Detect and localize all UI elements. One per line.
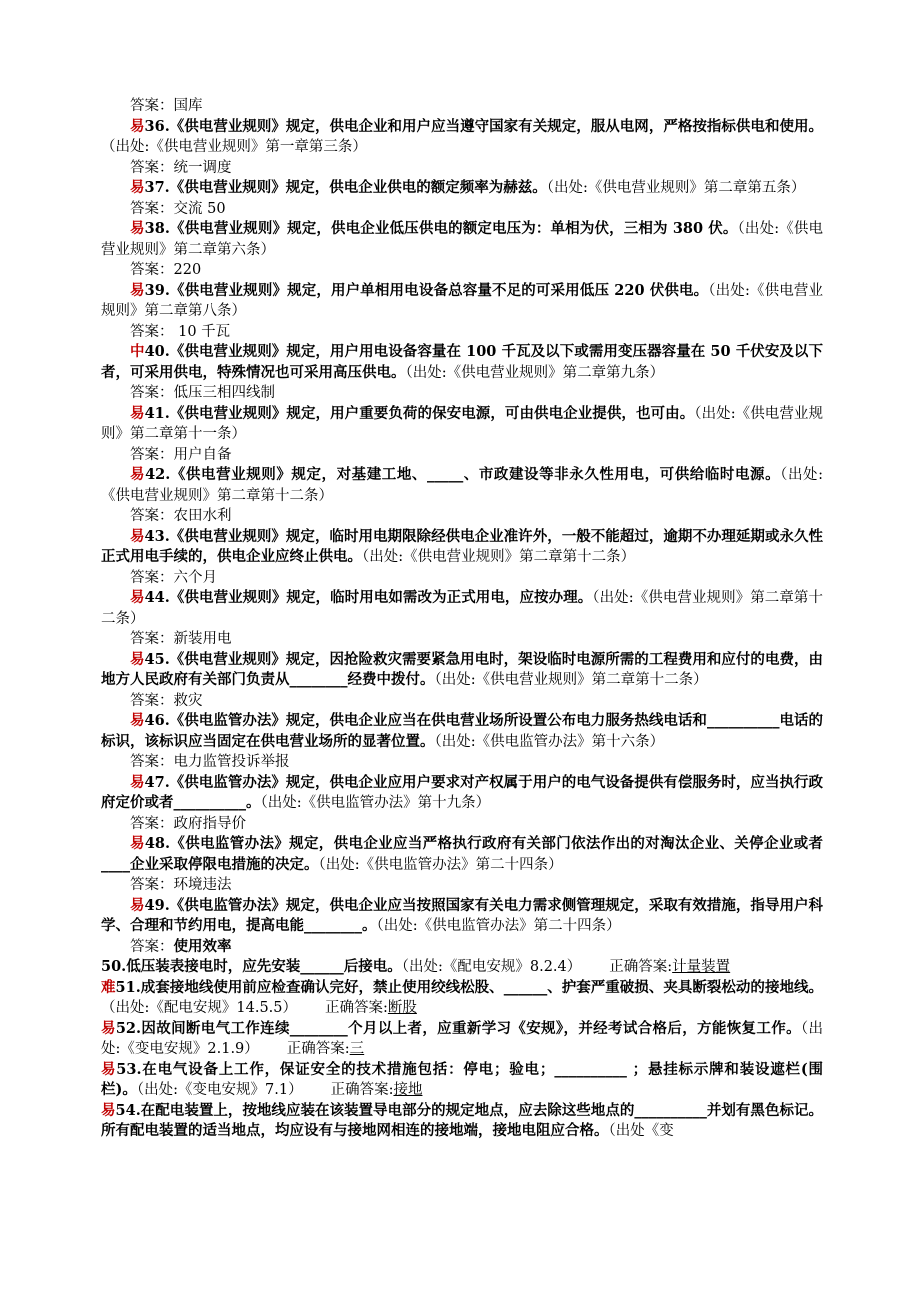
question-text: 50.低压装表接电时，应先安装______后接电。 [101,958,402,975]
question-source: （出处:《供电营业规则》第二章第十一条） [101,405,823,442]
answer-text: 政府指导价 [173,815,246,832]
answer-label: 答案： [130,446,174,463]
correct-answer-label: 正确答案: [325,1000,388,1016]
question-item [101,465,823,506]
question-item [101,178,823,199]
correct-answer-text: 三 [349,1041,365,1057]
question-source: （出处:《供电营业规则》第二章第六条） [101,221,823,258]
question-text: 45.《供电营业规则》规定，因抢险救灾需要紧急用电时，架设临时电源所需的工程费用和应付的电费，由地方人民政府有关部门负责从________经费中拨付。 [101,650,824,688]
answer-text: 六个月 [173,569,217,586]
question-item [101,1060,823,1101]
difficulty-label: 易 [101,1101,116,1119]
answer-label: 答案： [130,262,174,278]
question-item [101,588,823,629]
answer-text: 用户自备 [173,446,232,463]
difficulty-label: 易 [130,835,145,852]
answer-line [101,691,823,712]
question-text: 43.《供电营业规则》规定，临时用电期限除经供电企业准许外，一般不能超过，逾期不办理延期或永久性正式用电手续的，供电企业应终止供电。 [101,527,824,565]
answer-line [101,814,823,835]
answer-label: 答案： [130,692,174,709]
correct-answer-text: 断股 [387,1000,417,1016]
answer-line [101,629,823,650]
answer-text: 220 [173,262,202,278]
correct-answer-label: 正确答案: [286,1041,350,1057]
question-text: 44.《供电营业规则》规定，临时用电如需改为正式用电，应按办理。 [144,589,593,606]
question-item [101,1019,823,1060]
question-source: （出处:《供电营业规则》第二章第十二条） [362,549,636,565]
answer-line [101,199,823,220]
answer-line [101,260,823,281]
document-page [101,96,823,1142]
question-text: 47.《供电监管办法》规定，供电企业应用户要求对产权属于用户的电气设备提供有偿服务时，应当执行政府定价或者__________。 [101,773,824,811]
correct-answer-text: 接地 [393,1082,423,1098]
question-item [101,281,823,322]
question-text: 53.在电气设备上工作，保证安全的技术措施包括：停电；验电；__________ ；悬挂标示牌和装设遮栏(围栏)。 [101,1060,823,1098]
answer-label: 答案： [130,323,174,340]
question-item [101,342,823,383]
question-text: 46.《供电监管办法》规定，供电企业应当在供电营业场所设置公布电力服务热线电话和__________电话的标识，该标识应当固定在供电营业场所的显著位置。 [101,712,824,750]
answer-line [101,568,823,589]
answer-label: 答案： [130,385,174,401]
question-text: 41.《供电营业规则》规定，用户重要负荷的保安电源，可由供电企业提供，也可由。 [144,404,695,422]
question-source: （出处《变 [608,1123,674,1139]
answer-text: 新装用电 [173,631,232,647]
question-source: （出处:《配电安规》8.2.4） [401,959,582,975]
answer-line [101,322,823,343]
difficulty-label: 易 [130,527,145,545]
answer-line [101,158,823,179]
difficulty-label: 易 [130,179,145,196]
difficulty-label: 易 [130,220,145,237]
answer-label: 答案： [130,200,174,217]
difficulty-label: 易 [130,712,145,729]
question-text: 40.《供电营业规则》规定，用户用电设备容量在 100 千瓦及以下或需用变压器容量在 50 千伏安及以下者，可采用供电，特殊情况也可采用高压供电。 [101,343,823,381]
answer-text: 低压三相四线制 [173,385,275,401]
answer-text: 统一调度 [173,159,232,176]
answer-text: 农田水利 [173,508,232,524]
answer-label: 答案： [130,98,174,114]
answer-label: 答案： [130,631,174,647]
answer-text: 使用效率 [173,937,232,955]
answer-label: 答案： [130,569,174,586]
answer-text: 10 千瓦 [173,323,231,340]
answer-label: 答案： [130,754,174,770]
question-text: 49.《供电监管办法》规定，供电企业应当按照国家有关电力需求侧管理规定，采取有效措施，指导用户科学、合理和节约用电，提高电能________。 [101,896,824,934]
question-source: （出处:《供电监管办法》第十九条） [260,795,491,811]
difficulty-label: 易 [130,466,146,483]
answer-line [101,752,823,773]
difficulty-label: 难 [101,978,116,996]
question-source: （出处:《配电安规》14.5.5） [101,1000,298,1016]
question-source: （出处:《变电安规》7.1） [136,1082,303,1098]
answer-text: 国库 [173,98,203,114]
answer-line [101,937,823,958]
question-item [101,957,823,978]
question-source: （出处:《供电营业规则》第二章第十二条） [101,467,824,504]
answer-text: 交流 50 [173,200,226,217]
difficulty-label: 易 [130,589,145,606]
question-source: （出处:《供电营业规则》第一章第三条） [101,139,367,155]
question-item [101,1101,823,1142]
answer-text: 环境违法 [173,877,232,893]
correct-answer-label: 正确答案: [609,959,673,975]
question-text: 54.在配电装置上，按地线应装在该装置导电部分的规定地点，应去除这些地点的__________并划有黑色标记。所有配电装置的适当地点，均应设有与接地网相连的接地端，接地电阻应合格。 [101,1101,824,1139]
question-source: （出处:《供电营业规则》第二章第十二条） [101,590,823,627]
question-item [101,650,823,691]
answer-line [101,383,823,404]
question-item [101,219,823,260]
answer-line [101,445,823,466]
difficulty-label: 中 [130,343,145,360]
answer-text: 电力监管投诉举报 [173,754,290,770]
question-item [101,404,823,445]
difficulty-label: 易 [130,404,145,422]
question-source: （出处:《供电营业规则》第二章第五条） [546,180,806,196]
question-source: （出处:《供电营业规则》第二章第九条） [405,364,665,381]
question-item [101,773,823,814]
difficulty-label: 易 [130,281,145,299]
question-item [101,978,823,1019]
answer-label: 答案： [130,159,174,176]
question-text: 51.成套接地线使用前应检查确认完好，禁止使用绞线松股、______、护套严重破损、夹具断裂松动的接地线。 [115,978,824,996]
question-item [101,896,823,937]
question-source: （出处:《供电营业规则》第二章第八条） [101,282,824,319]
question-item [101,527,823,568]
answer-label: 答案： [130,938,174,955]
answer-line [101,875,823,896]
question-source: （出处:《供电营业规则》第二章第十二条） [434,672,708,688]
difficulty-label: 易 [130,650,145,668]
correct-answer-label: 正确答案: [330,1082,394,1098]
question-item [101,117,823,158]
answer-label: 答案： [130,508,174,524]
question-source: （出处:《变电安规》2.1.9） [101,1020,823,1057]
question-text: 42.《供电营业规则》规定，对基建工地、_____、市政建设等非永久性用电，可供给临时电源。 [145,466,781,483]
answer-line [101,506,823,527]
answer-label: 答案： [130,877,174,893]
question-text: 39.《供电营业规则》规定，用户单相用电设备总容量不足的可采用低压 220 伏供电。 [144,281,709,299]
question-text: 38.《供电营业规则》规定，供电企业低压供电的额定电压为：单相为伏，三相为 380 伏。 [144,220,738,237]
difficulty-label: 易 [130,773,145,791]
question-source: （出处:《供电监管办法》第十六条） [434,733,665,750]
question-source: （出处:《供电监管办法》第二十四条） [376,918,621,934]
question-text: 48.《供电监管办法》规定，供电企业应当严格执行政府有关部门依法作出的对淘汰企业、关停企业或者____企业采取停限电措施的决定。 [101,835,823,873]
question-text: 52.因故间断电气工作连续________个月以上者，应重新学习《安规》，并经考试合格后，方能恢复工作。 [115,1019,801,1037]
question-text: 36.《供电营业规则》规定，供电企业和用户应当遵守国家有关规定，服从电网，严格按指标供电和使用。 [144,117,824,135]
difficulty-label: 易 [101,1019,116,1037]
correct-answer-text: 计量装置 [672,959,731,975]
difficulty-label: 易 [101,1060,117,1078]
difficulty-label: 易 [130,896,145,914]
answer-label: 答案： [130,815,174,832]
question-item [101,711,823,752]
question-text: 37.《供电营业规则》规定，供电企业供电的额定频率为赫兹。 [144,179,547,196]
answer-line [101,96,823,117]
difficulty-label: 易 [130,117,145,135]
question-source: （出处:《供电监管办法》第二十四条） [318,856,563,873]
question-item [101,834,823,875]
answer-text: 救灾 [173,692,203,709]
